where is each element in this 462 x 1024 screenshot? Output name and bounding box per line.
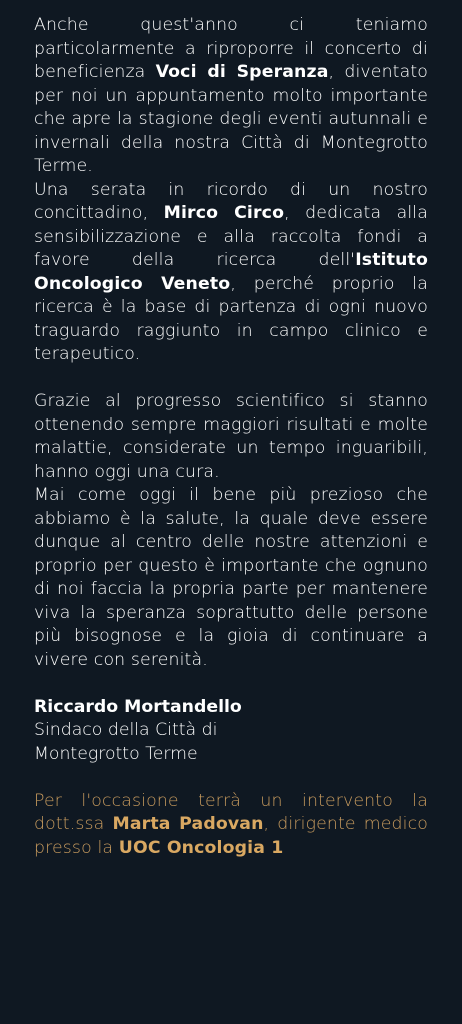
signature-name: Riccardo Mortandello — [34, 696, 242, 717]
signature-role-line-2: Montegrotto Terme — [34, 743, 198, 764]
honoree-name: Mirco Circo — [163, 203, 285, 223]
spacer — [34, 367, 428, 391]
paragraph-evening-text-1: Una serata in ricordo di un nostro concittadino, — [34, 179, 428, 223]
paragraph-health: Mai come oggi il bene più prezioso che abbiamo è la salute, la quale deve essere dunque al centro delle nostre attenzioni e proprio per questo è importante che ognuno di noi faccia la propria parte per mantenere viva la speranza soprattutto delle persone più bisognose e la gioia di continuare a vivere con serenità. — [34, 485, 428, 670]
speaker-name: Marta Padovan — [112, 814, 264, 834]
speaker-note — [34, 790, 428, 861]
spacer — [34, 672, 428, 696]
concert-name: Voci di Speranza — [155, 62, 329, 82]
paragraph-intro-text-2: , diventato per noi un appuntamento molto importante che apre la stagione degli eventi autunnali e invernali della nostra Città di Montegrotto Terme. — [34, 62, 428, 176]
paragraph-intro — [34, 14, 428, 179]
paragraph-progress: Grazie al progresso scientifico si stanno ottenendo sempre maggiori risultati e molte malattie, considerate un tempo inguaribili, hanno oggi una cura. — [34, 391, 428, 482]
paragraph-evening-text-3: , perché proprio la ricerca è la base di partenza di ogni nuovo traguardo raggiunto in campo clinico e terapeutico. — [34, 273, 428, 364]
speaker-note-text-2: , dirigente medico presso la — [34, 814, 428, 858]
paragraph-evening — [34, 179, 428, 367]
paragraph-intro-text-1: Anche quest'anno ci teniamo particolarmente a riproporre il concerto di beneficienza — [34, 15, 428, 82]
department-name: UOC Oncologia 1 — [118, 837, 284, 858]
signature-role-line-1: Sindaco della Città di — [34, 720, 218, 740]
spacer — [34, 766, 428, 790]
speaker-note-text-1: Per l'occasione terrà un intervento la dott.ssa — [34, 790, 428, 834]
signature-block — [34, 696, 428, 767]
paragraph-evening-text-2: , dedicata alla sensibilizzazione e alla raccolta fondi a favore della ricerca dell' — [34, 203, 428, 270]
institute-name: Istituto Oncologico Veneto — [34, 250, 428, 294]
